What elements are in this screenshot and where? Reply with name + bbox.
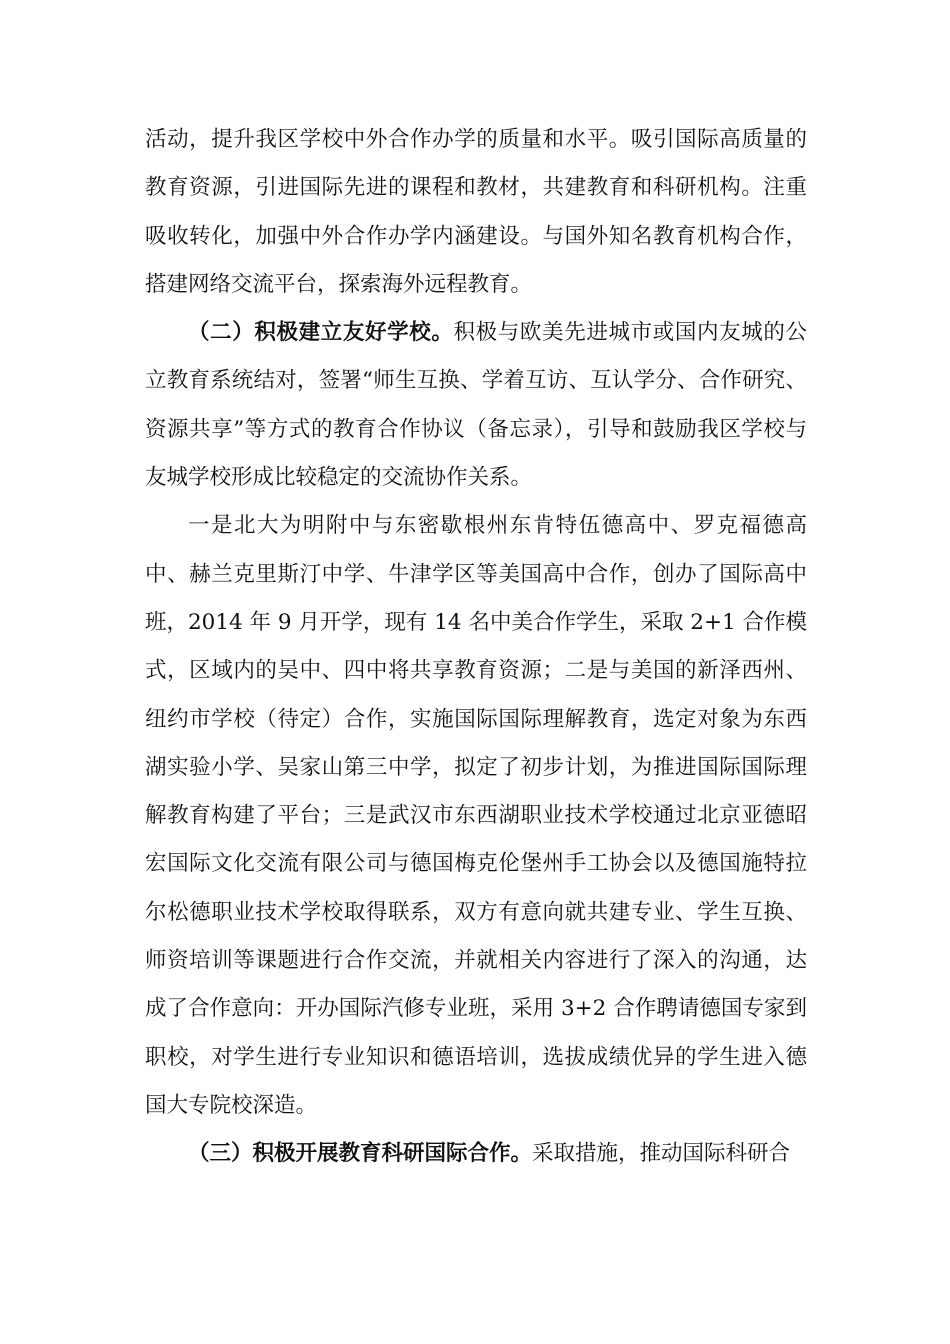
document-body (145, 116, 807, 1179)
paragraph-text: 采取措施，推动国际科研合 (532, 1141, 791, 1167)
paragraph-examples (145, 502, 807, 1130)
paragraph-text: 活动，提升我区学校中外合作办学的质量和水平。吸引国际高质量的教育资源，引进国际先进的课程和教材，共建教育和科研机构。注重吸收转化，加强中外合作办学内涵建设。与国外知名教育机构合作，搭建网络交流平台，探索海外远程教育。 (145, 127, 807, 297)
paragraph-text: 积极与欧美先进城市或国内友城的公立教育系统结对，签署“师生互换、学着互访、互认学分、合作研究、资源共享”等方式的教育合作协议（备忘录），引导和鼓励我区学校与友城学校形成比较稳定的交流协作关系。 (145, 320, 807, 491)
paragraph-section-2 (145, 309, 807, 502)
paragraph-text: 一是北大为明附中与东密歇根州东肯特伍德高中、罗克福德高中、赫兰克里斯汀中学、牛津学区等美国高中合作，创办了国际高中班，2014 年 9 月开学，现有 14 名中美合作学生，采取 2+1 合作模式，区域内的吴中、四中将共享教育资源；二是与美国的新泽西州、纽约市学校（待定）合作，实施国际国际理解教育，选定对象为东西湖实验小学、吴家山第三中学，拟定了初步计划，为推进国际国际理解教育构建了平台；三是武汉市东西湖职业技术学校通过北京亚德昭宏国际文化交流有限公司与德国梅克伦堡州手工协会以及德国施特拉尔松德职业技术学校取得联系，双方有意向就共建专业、学生互换、师资培训等课题进行合作交流，并就相关内容进行了深入的沟通，达成了合作意向：开办国际汽修专业班，采用 3+2 合作聘请德国专家到职校，对学生进行专业知识和德语培训，选拔成绩优异的学生进入德国大专院校深造。 (145, 513, 807, 1118)
paragraph-section-3 (145, 1130, 807, 1178)
section-heading: （二）积极建立友好学校。 (188, 320, 454, 346)
section-heading: （三）积极开展教育科研国际合作。 (188, 1141, 533, 1167)
paragraph-continuation (145, 116, 807, 309)
